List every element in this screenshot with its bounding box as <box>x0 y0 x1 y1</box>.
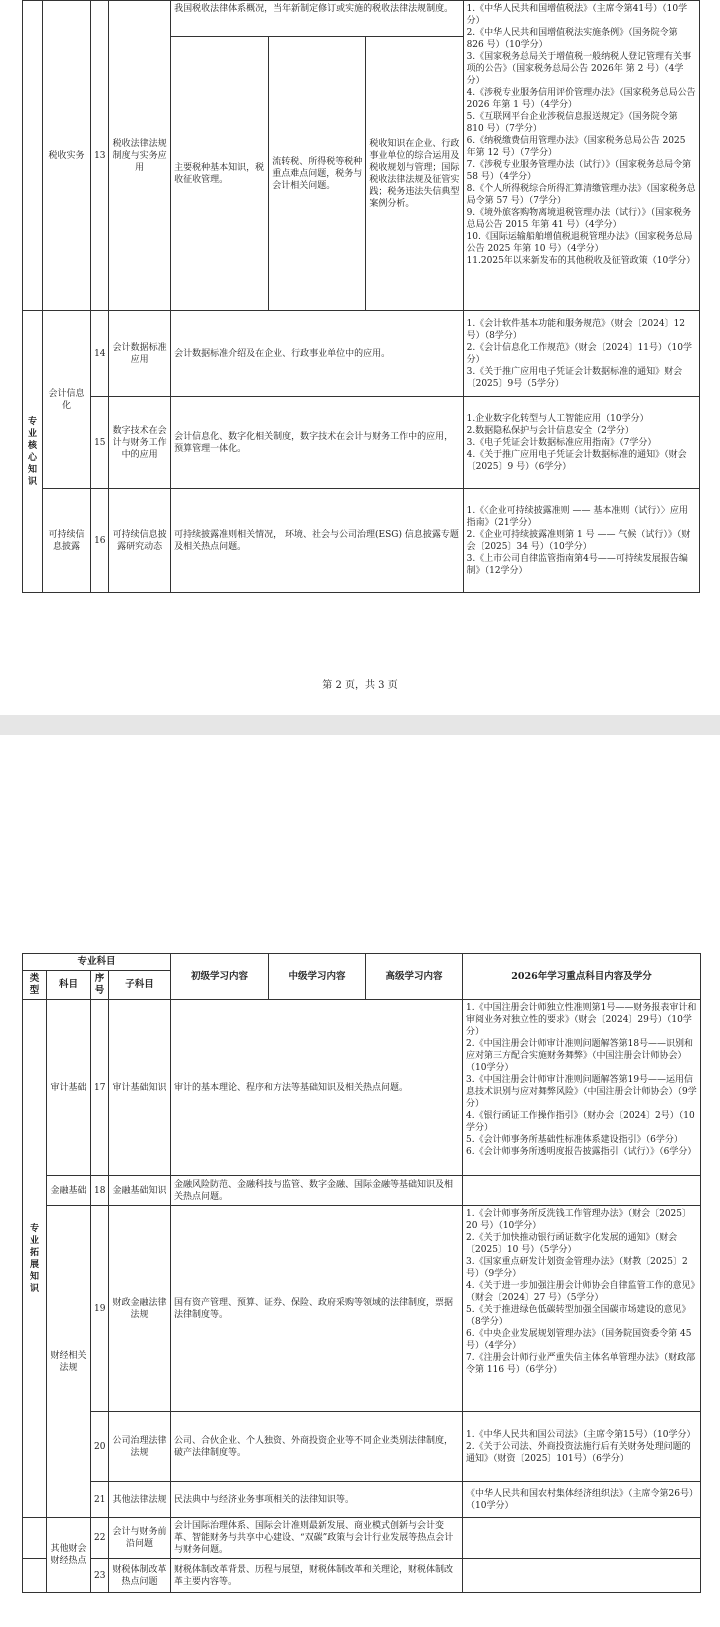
row-number: 15 <box>91 397 109 489</box>
key-content-list <box>463 1206 701 1412</box>
sub-subject-cell: 税收法律法规制度与实务应用 <box>109 1 171 311</box>
list-item: 2.数据隐私保护与会计信息安全（2学分） <box>466 425 634 436</box>
row-number: 23 <box>91 1559 109 1593</box>
sub-subject-cell: 可持续信息披露研究动态 <box>109 489 171 593</box>
subject-cell: 可持续信息披露 <box>43 489 91 593</box>
list-item: 3.《上市公司自律监管指南第4号——可持续发展报告编制》（12学分） <box>466 553 688 576</box>
subject-cell: 税收实务 <box>43 1 91 311</box>
sub-subject-cell: 审计基础知识 <box>109 1000 171 1176</box>
sub-subject-cell: 数字技术在会计与财务工作中的应用 <box>109 397 171 489</box>
content-cell: 会计信息化、数字化相关制度，数字技术在会计与财务工作中的应用，预算管理一体化。 <box>171 397 463 489</box>
list-item: 3.《国家税务总局关于增值税一般纳税人登记管理有关事项的公告》（国家税务总局公告 2026年 第 2 号）（4学分） <box>466 52 692 86</box>
list-item: 4.《关于进一步加强注册会计师协会自律监管工作的意见》（财会〔2024〕27 号）（5学分） <box>466 1281 696 1303</box>
table-core-section <box>22 310 700 593</box>
key-content-list <box>463 1176 701 1206</box>
list-item: 1.《中国注册会计师独立性准则第1号——财务报表审计和审阅业务对独立性的要求》（财会〔2024〕29号）（10学分） <box>466 1003 697 1037</box>
row-number: 22 <box>91 1518 109 1559</box>
content-cell: 公司、合伙企业、个人独资、外商投资企业等不同企业类别法律制度，破产法律制度等。 <box>171 1412 463 1482</box>
header-key: 2026年学习重点科目内容及学分 <box>463 954 701 1000</box>
key-content-list <box>463 489 699 593</box>
category-cell: 专业核心知识 <box>23 311 43 593</box>
list-item: 1.《中华人民共和国增值税法》（主席令第41号）（10学分） <box>466 4 688 26</box>
subject-cell: 审计基础 <box>47 1000 91 1176</box>
high-content-cell: 税收知识在企业、行政事业单位的综合运用及税收规划与管理；国际税收法律法规及征管实践；税务违法失信典型案例分析。 <box>366 37 463 311</box>
sub-subject-cell: 会计与财务前沿问题 <box>109 1518 171 1559</box>
row-number: 18 <box>91 1176 109 1206</box>
header-basic: 初级学习内容 <box>171 954 269 1000</box>
list-item: 3.《中国注册会计师审计准则问题解答第19号——运用信息技术识别与应对舞弊风险》（中国注册会计师协会）（9学分） <box>466 1075 697 1109</box>
content-cell: 可持续披露准则相关情况， 环境、社会与公司治理(ESG) 信息披露专题及相关热点问题。 <box>171 489 463 593</box>
page-separator <box>0 715 720 735</box>
list-item: 2.《关于加快推动银行函证数字化发展的通知》（财会〔2025〕10 号）（5学分） <box>466 1233 678 1255</box>
list-item: 6.《中央企业发展规划管理办法》（国务院国资委令第 45 号）（4学分） <box>466 1329 692 1351</box>
list-item: 4.《涉税专业服务信用评价管理办法》（国家税务总局公告 2026 年第 1 号）（4学分） <box>466 88 696 110</box>
sub-subject-cell: 其他法律法规 <box>109 1482 171 1518</box>
list-item: 2.《企业可持续披露准则第 1 号 —— 气候（试行）》（财会〔2025〕34 号）（10学分） <box>466 529 691 552</box>
key-content-list <box>463 1559 701 1593</box>
header-no: 序号 <box>91 971 109 1000</box>
header-sub: 子科目 <box>109 971 171 1000</box>
content-cell: 财税体制改革背景、历程与展望，财税体制改革和关理论，财税体制改革主要内容等。 <box>171 1559 463 1593</box>
row-number: 14 <box>91 311 109 397</box>
list-item: 1.企业数字化转型与人工智能应用（10学分） <box>466 413 649 424</box>
header-subject: 科目 <box>47 971 91 1000</box>
sub-subject-cell: 金融基础知识 <box>109 1176 171 1206</box>
sub-subject-cell: 公司治理法律法规 <box>109 1412 171 1482</box>
header-high: 高级学习内容 <box>366 954 463 1000</box>
list-item: 5.《关于推进绿色低碳转型加强全国碳市场建设的意见》（8学分） <box>466 1305 691 1327</box>
content-cell: 审计的基本理论、程序和方法等基础知识及相关热点问题。 <box>171 1000 463 1176</box>
category-cell: 专业拓展知识 <box>23 1000 47 1518</box>
header-mid: 中级学习内容 <box>269 954 366 1000</box>
row-number: 16 <box>91 489 109 593</box>
list-item: 3.《关于推广应用电子凭证会计数据标准的通知》财会〔2025〕9号（5学分） <box>466 366 683 389</box>
sub-subject-cell: 会计数据标准应用 <box>109 311 171 397</box>
row-number: 21 <box>91 1482 109 1518</box>
list-item: 1.《会计师事务所反洗钱工作管理办法》（财会〔2025〕20 号）（10学分） <box>466 1209 692 1231</box>
sub-subject-cell: 财税体制改革热点问题 <box>109 1559 171 1593</box>
row-number: 20 <box>91 1412 109 1482</box>
list-item: 3.《电子凭证会计数据标准应用指南》（7学分） <box>466 437 657 448</box>
table-extension-section <box>22 953 701 1593</box>
list-item: 1.《中华人民共和国公司法》（主席令第15号）（10学分） <box>466 1429 696 1440</box>
basic-content-cell: 主要税种基本知识，税收征收管理。 <box>171 37 269 311</box>
category-cell-empty <box>23 1518 47 1559</box>
category-cell <box>23 1 43 311</box>
content-cell: 会计数据标准介绍及在企业、行政事业单位中的应用。 <box>171 311 463 397</box>
content-cell: 金融风险防范、金融科技与监管、数字金融、国际金融等基础知识及相关热点问题。 <box>171 1176 463 1206</box>
content-cell: 国有资产管理、预算、证券、保险、政府采购等领域的法律制度，票据法律制度等。 <box>171 1206 463 1412</box>
list-item: 11.2025年以来新发布的其他税收及征管政策（10学分） <box>466 256 696 266</box>
content-cell: 会计国际治理体系、国际会计准则最新发展、商业模式创新与会计变革、智能财务与共享中心建设、“双碳”政策与会计行业发展等热点会计与财务问题。 <box>171 1518 463 1559</box>
key-content-list <box>463 1 699 311</box>
list-item: 8.《个人所得税综合所得汇算清缴管理办法》（国家税务总局令第 57 号）（7学分） <box>466 184 696 206</box>
subject-cell: 其他财会财经热点 <box>47 1518 91 1593</box>
header-group: 专业科目 <box>23 954 171 971</box>
list-item: 2.《中国注册会计师审计准则问题解答第18号——识别和应对第三方配合实施财务舞弊》（中国注册会计师协会）（10学分） <box>466 1039 694 1073</box>
list-item: 4.《银行函证工作操作指引》（财办会〔2024〕2号）（10学分） <box>466 1111 695 1133</box>
key-content-list <box>463 1000 701 1176</box>
list-item: 5.《互联网平台企业涉税信息报送规定》（国务院令第 810 号）（7学分） <box>466 112 678 134</box>
page-footer: 第 2 页，共 3 页 <box>322 680 398 691</box>
header-type: 类型 <box>23 971 47 1000</box>
row-number: 19 <box>91 1206 109 1412</box>
list-item: 4.《关于推广应用电子凭证会计数据标准的通知》（财会〔2025〕9 号）（6学分） <box>466 449 687 472</box>
list-item: 5.《会计师事务所基础性标准体系建设指引》（6学分） <box>466 1135 683 1145</box>
list-item: 7.《注册会计师行业严重失信主体名单管理办法》（财政部令第 116 号）（6学分） <box>466 1353 696 1375</box>
overview-cell: 我国税收法律体系概况，当年新制定修订或实施的税收法律法规制度。 <box>171 1 463 37</box>
list-item: 2.《中华人民共和国增值税法实施条例》（国务院令第 826 号）（10学分） <box>466 28 678 50</box>
subject-cell: 金融基础 <box>47 1176 91 1206</box>
content-cell: 民法典中与经济业务事项相关的法律知识等。 <box>171 1482 463 1518</box>
list-item: 9.《境外旅客购物离境退税管理办法（试行）》（国家税务总局公告 2015 年第 41 号）（4学分） <box>466 208 692 230</box>
list-item: 2.《关于公司法、外商投资法施行后有关财务处理问题的通知》（财资〔2025〕101号）（6学分） <box>466 1441 691 1464</box>
key-content-list <box>463 397 699 489</box>
category-cell-empty <box>23 1559 47 1593</box>
subject-cell: 会计信息化 <box>43 311 91 489</box>
list-item: 6.《纳税缴费信用管理办法》（国家税务总局公告 2025 年第 12 号）（7学分） <box>466 136 686 158</box>
row-number: 17 <box>91 1000 109 1176</box>
document-page-2 <box>0 0 720 715</box>
list-item: 6.《会计师事务所透明度报告披露指引（试行）》（6学分） <box>466 1147 697 1157</box>
document-page-3 <box>0 735 720 1627</box>
key-content-list <box>463 1482 701 1518</box>
mid-content-cell: 流转税、所得税等税种重点难点问题，税务与会计相关问题。 <box>269 37 366 311</box>
list-item: 2.《会计信息化工作规范》（财会〔2024〕11号）（10学分） <box>466 342 692 365</box>
list-item: 10.《国际运输船舶增值税退税管理办法》（国家税务总局公告 2025 年第 10 号）（4学分） <box>466 232 693 254</box>
key-content-list <box>463 1518 701 1559</box>
sub-subject-cell: 财政金融法律法规 <box>109 1206 171 1412</box>
list-item: 1.《会计软件基本功能和服务规范》（财会〔2024〕12号）（8学分） <box>466 318 686 341</box>
list-item: 《中华人民共和国农村集体经济组织法》（主席令第26号）（10学分） <box>466 1488 694 1511</box>
list-item: 7.《涉税专业服务管理办法（试行）》（国家税务总局令第 58 号）（4学分） <box>466 160 692 182</box>
row-number: 13 <box>91 1 109 311</box>
list-item: 1.《〈企业可持续披露准则 —— 基本准则（试行）〉应用指南》（21学分） <box>466 505 688 528</box>
subject-cell: 财经相关法规 <box>47 1206 91 1518</box>
list-item: 3.《国家重点研发计划资金管理办法》（财教〔2025〕2 号）（9学分） <box>466 1257 688 1279</box>
table-tax-section <box>22 0 700 311</box>
key-content-list <box>463 311 699 397</box>
key-content-list <box>463 1412 701 1482</box>
